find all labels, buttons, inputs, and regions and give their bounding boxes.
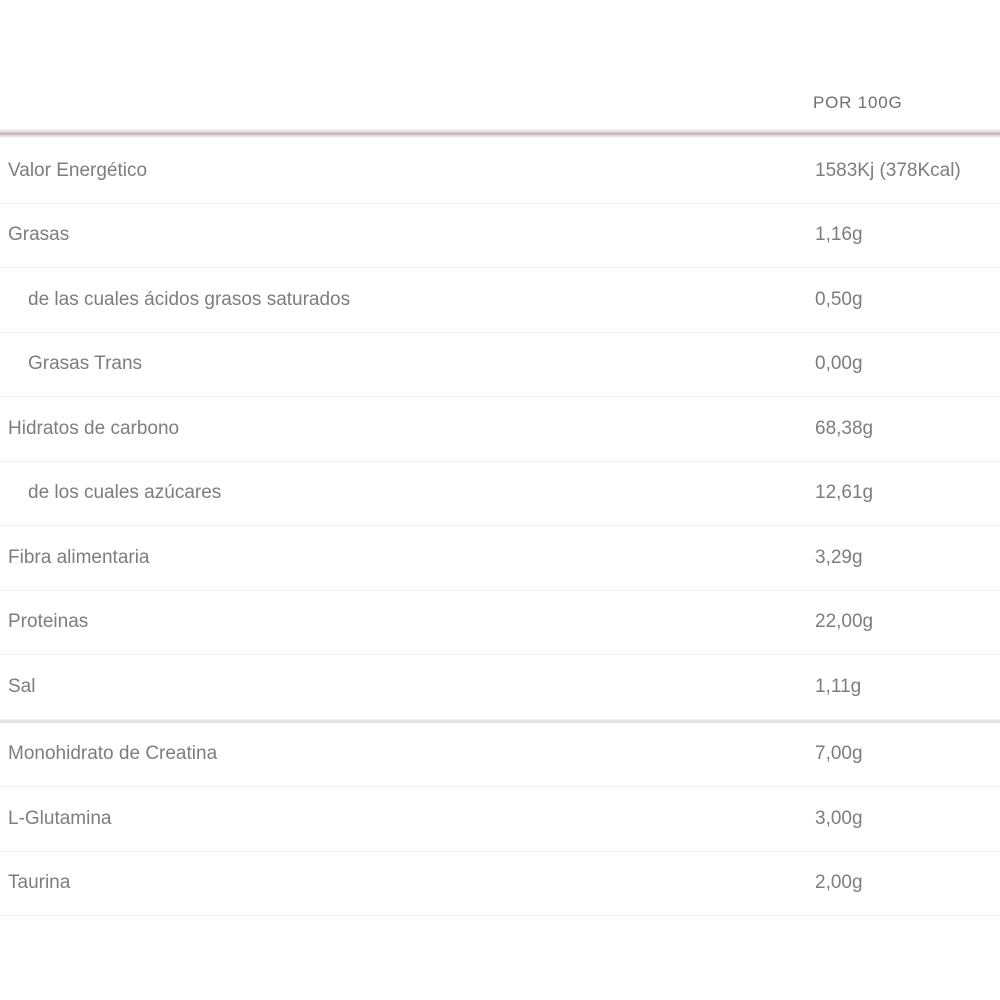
table-row-grasas — [0, 204, 1000, 269]
row-value: 68,38g — [815, 417, 874, 439]
row-label: Grasas Trans — [28, 353, 143, 375]
row-value: 0,50g — [815, 288, 863, 310]
table-row-hidratos — [0, 397, 1000, 462]
table-row-fibra — [0, 526, 1000, 591]
row-value: 12,61g — [815, 482, 874, 504]
table-row-glutamina — [0, 787, 1000, 852]
row-value: 1583Kj (378Kcal) — [815, 159, 961, 181]
column-header-per-100g: POR 100G — [813, 93, 903, 112]
header-divider — [0, 129, 1000, 138]
row-label: Taurina — [8, 872, 71, 894]
row-label: Grasas — [8, 224, 70, 246]
row-label: L-Glutamina — [8, 807, 112, 829]
table-row-sal — [0, 655, 1000, 720]
row-value: 3,29g — [815, 546, 863, 568]
row-label: Hidratos de carbono — [8, 417, 180, 439]
row-label: Monohidrato de Creatina — [8, 743, 218, 765]
row-value: 1,11g — [815, 675, 862, 697]
table-row-grasas-saturadas — [0, 268, 1000, 333]
table-row-creatina — [0, 720, 1000, 788]
row-label: de las cuales ácidos grasos saturados — [28, 288, 351, 310]
row-label: Valor Energético — [8, 159, 148, 181]
table-row-azucares — [0, 462, 1000, 527]
table-row-proteinas — [0, 591, 1000, 656]
row-value: 3,00g — [815, 807, 863, 829]
row-value: 22,00g — [815, 611, 874, 633]
row-value: 0,00g — [815, 353, 863, 375]
row-value: 7,00g — [815, 743, 863, 765]
table-row-grasas-trans — [0, 333, 1000, 398]
row-label: Sal — [8, 675, 36, 697]
row-value: 2,00g — [815, 872, 863, 894]
nutrition-table — [0, 139, 1000, 916]
row-label: de los cuales azúcares — [28, 482, 222, 504]
row-value: 1,16g — [815, 224, 863, 246]
table-row-taurina — [0, 852, 1000, 917]
row-label: Fibra alimentaria — [8, 546, 150, 568]
table-row-valor-energetico — [0, 139, 1000, 204]
row-label: Proteinas — [8, 611, 89, 633]
